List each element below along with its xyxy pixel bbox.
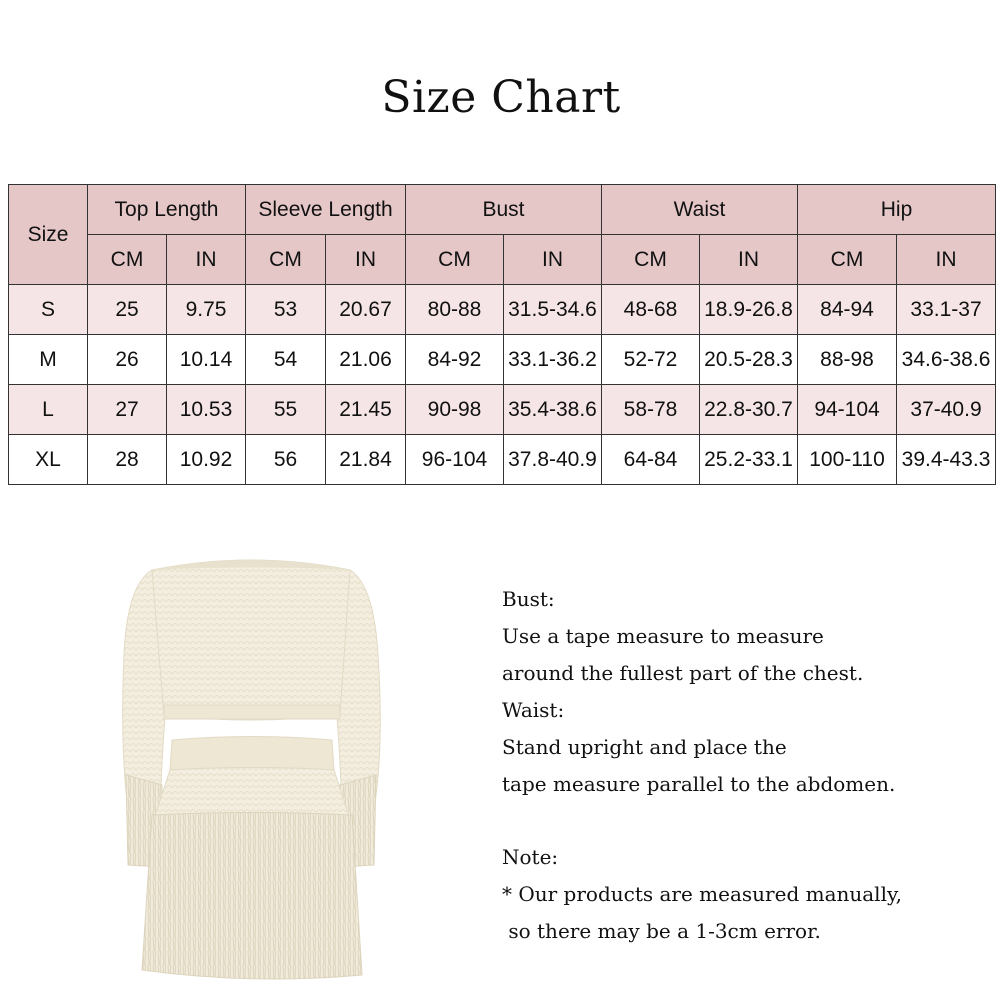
- value-cell-in: 39.4-43.3: [897, 435, 996, 485]
- value-cell-cm: 54: [246, 335, 326, 385]
- unit-header-cm: CM: [798, 235, 897, 285]
- value-cell-in: 34.6-38.6: [897, 335, 996, 385]
- group-header-waist: Waist: [602, 185, 798, 235]
- value-cell-cm: 80-88: [406, 285, 504, 335]
- size-cell: S: [9, 285, 88, 335]
- unit-header-in: IN: [326, 235, 406, 285]
- unit-header-cm: CM: [246, 235, 326, 285]
- header-row-groups: [9, 185, 996, 235]
- note-title: Note:: [502, 845, 559, 869]
- note-line: * Our products are measured manually,: [502, 882, 902, 906]
- value-cell-in: 37.8-40.9: [504, 435, 602, 485]
- waist-title: Waist:: [502, 698, 565, 722]
- note-line: so there may be a 1-3cm error.: [502, 919, 821, 943]
- value-cell-cm: 53: [246, 285, 326, 335]
- value-cell-in: 9.75: [167, 285, 246, 335]
- value-cell-cm: 100-110: [798, 435, 897, 485]
- value-cell-in: 10.14: [167, 335, 246, 385]
- unit-header-cm: CM: [602, 235, 700, 285]
- table-row-m: [9, 335, 996, 385]
- value-cell-in: 31.5-34.6: [504, 285, 602, 335]
- value-cell-cm: 90-98: [406, 385, 504, 435]
- value-cell-in: 25.2-33.1: [700, 435, 798, 485]
- value-cell-cm: 58-78: [602, 385, 700, 435]
- notes-spacer: [502, 806, 902, 842]
- size-cell: M: [9, 335, 88, 385]
- bust-line: Use a tape measure to measure: [502, 624, 824, 648]
- value-cell-cm: 52-72: [602, 335, 700, 385]
- value-cell-in: 18.9-26.8: [700, 285, 798, 335]
- unit-header-in: IN: [167, 235, 246, 285]
- product-image-crop-top-skirt: [112, 545, 392, 995]
- size-cell: XL: [9, 435, 88, 485]
- unit-header-cm: CM: [88, 235, 167, 285]
- value-cell-in: 10.53: [167, 385, 246, 435]
- value-cell-in: 20.5-28.3: [700, 335, 798, 385]
- value-cell-cm: 55: [246, 385, 326, 435]
- group-header-bust: Bust: [406, 185, 602, 235]
- value-cell-cm: 48-68: [602, 285, 700, 335]
- value-cell-cm: 28: [88, 435, 167, 485]
- size-chart-table: [8, 184, 996, 485]
- value-cell-in: 33.1-36.2: [504, 335, 602, 385]
- value-cell-in: 21.45: [326, 385, 406, 435]
- value-cell-cm: 25: [88, 285, 167, 335]
- measurement-notes: [502, 584, 902, 953]
- bust-title: Bust:: [502, 587, 555, 611]
- waist-line: Stand upright and place the: [502, 735, 787, 759]
- bust-line: around the fullest part of the chest.: [502, 661, 864, 685]
- value-cell-in: 37-40.9: [897, 385, 996, 435]
- value-cell-in: 22.8-30.7: [700, 385, 798, 435]
- page-title: Size Chart: [381, 72, 621, 123]
- table-row-s: [9, 285, 996, 335]
- group-header-sleeve-length: Sleeve Length: [246, 185, 406, 235]
- group-header-top-length: Top Length: [88, 185, 246, 235]
- unit-header-in: IN: [897, 235, 996, 285]
- value-cell-cm: 84-94: [798, 285, 897, 335]
- value-cell-cm: 26: [88, 335, 167, 385]
- value-cell-cm: 56: [246, 435, 326, 485]
- size-header: Size: [9, 185, 88, 285]
- unit-header-cm: CM: [406, 235, 504, 285]
- value-cell-in: 35.4-38.6: [504, 385, 602, 435]
- header-row-units: [9, 235, 996, 285]
- value-cell-in: 10.92: [167, 435, 246, 485]
- group-header-hip: Hip: [798, 185, 996, 235]
- value-cell-in: 33.1-37: [897, 285, 996, 335]
- value-cell-cm: 27: [88, 385, 167, 435]
- unit-header-in: IN: [700, 235, 798, 285]
- unit-header-in: IN: [504, 235, 602, 285]
- size-cell: L: [9, 385, 88, 435]
- table-row-xl: [9, 435, 996, 485]
- value-cell-in: 21.84: [326, 435, 406, 485]
- waist-line: tape measure parallel to the abdomen.: [502, 772, 896, 796]
- value-cell-cm: 96-104: [406, 435, 504, 485]
- value-cell-cm: 94-104: [798, 385, 897, 435]
- value-cell-in: 20.67: [326, 285, 406, 335]
- table-row-l: [9, 385, 996, 435]
- value-cell-cm: 88-98: [798, 335, 897, 385]
- value-cell-cm: 64-84: [602, 435, 700, 485]
- value-cell-in: 21.06: [326, 335, 406, 385]
- value-cell-cm: 84-92: [406, 335, 504, 385]
